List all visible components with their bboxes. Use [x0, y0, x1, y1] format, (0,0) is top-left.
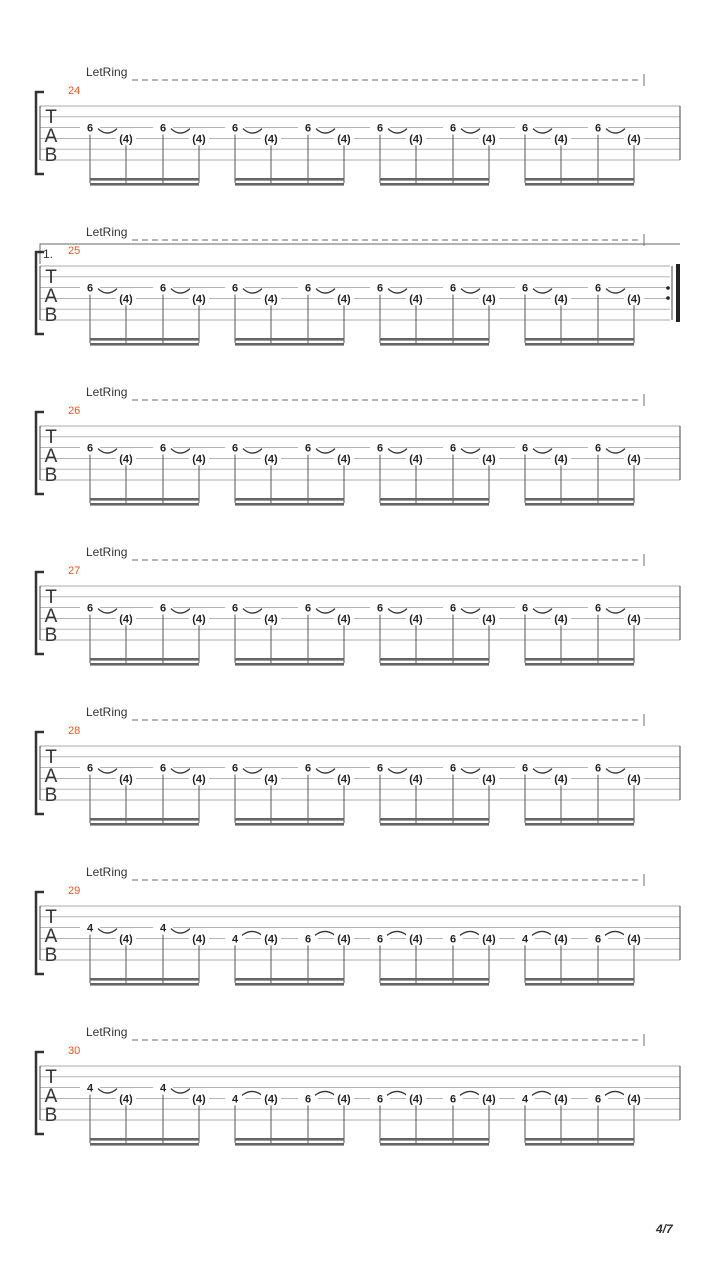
slur-arc	[243, 609, 262, 614]
beam	[235, 1143, 344, 1146]
fret-number: 6	[86, 282, 94, 295]
fret-number: 4	[231, 933, 239, 946]
beam	[525, 983, 634, 986]
tab-clef-letter: T	[45, 267, 57, 288]
slur-arc	[98, 929, 117, 934]
beam	[525, 498, 634, 501]
fret-number: 6	[594, 122, 602, 135]
system-25	[36, 225, 680, 346]
fret-number: (4)	[337, 933, 351, 946]
slur-arc	[316, 289, 335, 294]
slur-arc	[388, 289, 407, 294]
fret-number: 6	[231, 282, 239, 295]
fret-number: 6	[159, 442, 167, 455]
beam	[235, 978, 344, 981]
fret-number: (4)	[192, 773, 206, 786]
beam	[525, 663, 634, 666]
fret-number: (4)	[482, 293, 496, 306]
fret-number: (4)	[337, 293, 351, 306]
beam	[525, 343, 634, 346]
fret-number: (4)	[482, 773, 496, 786]
tab-clef-letter: B	[44, 145, 58, 166]
fret-number: 4	[86, 1082, 94, 1095]
tab-clef-letter: A	[44, 286, 58, 307]
slur-arc	[606, 289, 625, 294]
slur-arc	[171, 929, 190, 934]
tab-clef-letter: B	[44, 305, 58, 326]
beam	[525, 183, 634, 186]
fret-number: (4)	[264, 453, 278, 466]
beam	[525, 818, 634, 821]
repeat-dot	[666, 296, 670, 300]
fret-number: 6	[304, 762, 312, 775]
fret-number: 4	[86, 922, 94, 935]
fret-number: 6	[304, 122, 312, 135]
volta-label: 1.	[43, 247, 54, 261]
fret-number: 6	[594, 442, 602, 455]
slur-arc	[388, 449, 407, 454]
slur-arc	[461, 449, 480, 454]
beam	[90, 983, 199, 986]
fret-number: 6	[86, 602, 94, 615]
slur-arc	[461, 129, 480, 134]
fret-number: (4)	[119, 933, 133, 946]
beam	[525, 658, 634, 661]
measure-number: 24	[68, 85, 81, 97]
slur-arc	[98, 1089, 117, 1094]
beam	[380, 823, 489, 826]
beam	[235, 183, 344, 186]
fret-number: 6	[376, 762, 384, 775]
fret-number: 6	[231, 602, 239, 615]
beam	[90, 183, 199, 186]
beam	[90, 503, 199, 506]
beam	[525, 823, 634, 826]
fret-number: 6	[449, 442, 457, 455]
slur-arc	[98, 129, 117, 134]
measure-number: 25	[68, 245, 81, 257]
fret-number: (4)	[627, 613, 641, 626]
fret-number: 6	[521, 442, 529, 455]
beam	[380, 983, 489, 986]
fret-number: (4)	[264, 613, 278, 626]
fret-number: (4)	[627, 293, 641, 306]
tab-clef-letter: A	[44, 926, 58, 947]
let-ring-label: LetRing	[86, 705, 128, 719]
beam	[235, 663, 344, 666]
fret-number: 6	[449, 282, 457, 295]
fret-number: (4)	[192, 133, 206, 146]
fret-number: 4	[159, 1082, 167, 1095]
fret-number: (4)	[554, 773, 568, 786]
beam	[380, 1143, 489, 1146]
let-ring-label: LetRing	[86, 1025, 128, 1039]
beam	[380, 1138, 489, 1141]
slur-arc	[243, 449, 262, 454]
slur-arc	[171, 449, 190, 454]
fret-number: (4)	[554, 1093, 568, 1106]
fret-number: (4)	[337, 453, 351, 466]
fret-number: (4)	[409, 453, 423, 466]
slur-arc	[388, 609, 407, 614]
fret-number: (4)	[627, 453, 641, 466]
fret-number: 6	[449, 122, 457, 135]
beam	[380, 663, 489, 666]
beam	[235, 818, 344, 821]
fret-number: (4)	[192, 293, 206, 306]
system-28	[36, 705, 680, 826]
fret-number: 6	[594, 602, 602, 615]
beam	[380, 338, 489, 341]
fret-number: (4)	[119, 613, 133, 626]
fret-number: (4)	[409, 133, 423, 146]
fret-number: 6	[376, 602, 384, 615]
slur-arc	[243, 129, 262, 134]
fret-number: (4)	[264, 293, 278, 306]
fret-number: (4)	[192, 1093, 206, 1106]
beam	[90, 343, 199, 346]
beam	[525, 338, 634, 341]
beam	[380, 498, 489, 501]
fret-number: (4)	[482, 1093, 496, 1106]
slur-arc	[316, 609, 335, 614]
system-30	[36, 1025, 680, 1146]
beam	[380, 658, 489, 661]
fret-number: 6	[594, 762, 602, 775]
fret-number: (4)	[264, 133, 278, 146]
slur-arc	[606, 769, 625, 774]
fret-number: (4)	[119, 773, 133, 786]
slur-arc	[171, 769, 190, 774]
tab-clef-letter: A	[44, 606, 58, 627]
beam	[380, 183, 489, 186]
system-24	[36, 65, 680, 186]
volta-bracket	[40, 244, 680, 264]
tab-clef-letter: T	[45, 907, 57, 928]
fret-number: 6	[304, 602, 312, 615]
slur-arc	[98, 609, 117, 614]
measure-number: 27	[68, 565, 81, 577]
beam	[235, 658, 344, 661]
fret-number: 6	[376, 442, 384, 455]
slur-arc	[388, 129, 407, 134]
slur-arc	[461, 769, 480, 774]
slur-arc	[461, 609, 480, 614]
beam	[90, 823, 199, 826]
measure-number: 29	[68, 885, 81, 897]
fret-number: (4)	[482, 133, 496, 146]
tab-clef-letter: A	[44, 126, 58, 147]
slur-arc	[98, 289, 117, 294]
let-ring-label: LetRing	[86, 865, 128, 879]
tab-clef-letter: B	[44, 625, 58, 646]
fret-number: (4)	[554, 613, 568, 626]
fret-number: (4)	[554, 453, 568, 466]
fret-number: 6	[231, 122, 239, 135]
slur-arc	[606, 129, 625, 134]
tab-clef-letter: B	[44, 465, 58, 486]
fret-number: (4)	[119, 293, 133, 306]
system-29	[36, 865, 680, 986]
fret-number: 4	[231, 1093, 239, 1106]
slur-arc	[316, 769, 335, 774]
repeat-dot	[666, 286, 670, 290]
let-ring-label: LetRing	[86, 225, 128, 239]
slur-arc	[98, 769, 117, 774]
fret-number: (4)	[192, 453, 206, 466]
beam	[380, 503, 489, 506]
beam	[90, 338, 199, 341]
slur-arc	[171, 609, 190, 614]
beam	[90, 498, 199, 501]
beam	[90, 978, 199, 981]
fret-number: 6	[521, 602, 529, 615]
fret-number: (4)	[482, 933, 496, 946]
fret-number: 6	[159, 122, 167, 135]
fret-number: (4)	[409, 613, 423, 626]
fret-number: (4)	[627, 133, 641, 146]
tab-clef-letter: A	[44, 446, 58, 467]
fret-number: (4)	[627, 933, 641, 946]
tab-clef-letter: B	[44, 785, 58, 806]
beam	[380, 978, 489, 981]
measure-number: 30	[68, 1045, 81, 1057]
beam	[525, 1143, 634, 1146]
beam	[525, 1138, 634, 1141]
tab-clef-letter: A	[44, 766, 58, 787]
tab-clef-letter: B	[44, 945, 58, 966]
tab-clef-letter: T	[45, 1067, 57, 1088]
slur-arc	[533, 769, 552, 774]
beam	[235, 983, 344, 986]
fret-number: 6	[376, 1093, 384, 1106]
fret-number: (4)	[119, 133, 133, 146]
let-ring-label: LetRing	[86, 545, 128, 559]
fret-number: (4)	[264, 773, 278, 786]
slur-arc	[533, 449, 552, 454]
fret-number: 6	[449, 933, 457, 946]
fret-number: (4)	[337, 1093, 351, 1106]
beam	[235, 178, 344, 181]
slur-arc	[533, 289, 552, 294]
slur-arc	[243, 769, 262, 774]
slur-arc	[388, 769, 407, 774]
fret-number: (4)	[482, 453, 496, 466]
fret-number: 6	[521, 122, 529, 135]
beam	[235, 1138, 344, 1141]
fret-number: 6	[449, 602, 457, 615]
fret-number: 6	[86, 122, 94, 135]
slur-arc	[606, 609, 625, 614]
fret-number: (4)	[554, 933, 568, 946]
slur-arc	[171, 129, 190, 134]
beam	[235, 338, 344, 341]
fret-number: 6	[304, 933, 312, 946]
beam	[90, 178, 199, 181]
fret-number: 6	[449, 762, 457, 775]
fret-number: (4)	[627, 1093, 641, 1106]
fret-number: 6	[159, 762, 167, 775]
fret-number: (4)	[337, 613, 351, 626]
beam	[525, 503, 634, 506]
fret-number: 6	[86, 442, 94, 455]
measure-number: 26	[68, 405, 81, 417]
fret-number: 6	[231, 762, 239, 775]
fret-number: (4)	[337, 773, 351, 786]
tab-clef-letter: T	[45, 747, 57, 768]
tab-clef-letter: T	[45, 587, 57, 608]
beam	[235, 503, 344, 506]
beam	[235, 823, 344, 826]
fret-number: 6	[594, 1093, 602, 1106]
beam	[525, 178, 634, 181]
fret-number: 6	[449, 1093, 457, 1106]
slur-arc	[533, 609, 552, 614]
beam	[90, 663, 199, 666]
fret-number: (4)	[264, 933, 278, 946]
fret-number: (4)	[627, 773, 641, 786]
beam	[235, 498, 344, 501]
beam	[90, 1143, 199, 1146]
beam	[525, 978, 634, 981]
let-ring-label: LetRing	[86, 385, 128, 399]
fret-number: 6	[304, 1093, 312, 1106]
fret-number: (4)	[409, 293, 423, 306]
fret-number: 6	[376, 122, 384, 135]
system-26	[36, 385, 680, 506]
slur-arc	[171, 289, 190, 294]
fret-number: (4)	[119, 453, 133, 466]
fret-number: (4)	[409, 933, 423, 946]
measure-number: 28	[68, 725, 81, 737]
fret-number: (4)	[264, 1093, 278, 1106]
beam	[380, 818, 489, 821]
fret-number: 4	[521, 933, 529, 946]
fret-number: (4)	[119, 1093, 133, 1106]
slur-arc	[606, 449, 625, 454]
slur-arc	[98, 449, 117, 454]
fret-number: (4)	[409, 773, 423, 786]
fret-number: 4	[159, 922, 167, 935]
let-ring-label: LetRing	[86, 65, 128, 79]
fret-number: 6	[376, 282, 384, 295]
system-27	[36, 545, 680, 666]
slur-arc	[316, 449, 335, 454]
fret-number: 6	[521, 762, 529, 775]
fret-number: 6	[159, 282, 167, 295]
fret-number: 6	[304, 282, 312, 295]
slur-arc	[243, 289, 262, 294]
slur-arc	[461, 289, 480, 294]
fret-number: 6	[376, 933, 384, 946]
fret-number: 6	[231, 442, 239, 455]
fret-number: (4)	[409, 1093, 423, 1106]
fret-number: (4)	[192, 933, 206, 946]
beam	[380, 343, 489, 346]
tab-clef-letter: B	[44, 1105, 58, 1126]
beam	[90, 658, 199, 661]
fret-number: 6	[594, 933, 602, 946]
fret-number: (4)	[482, 613, 496, 626]
fret-number: (4)	[554, 133, 568, 146]
slur-arc	[171, 1089, 190, 1094]
tab-clef-letter: A	[44, 1086, 58, 1107]
fret-number: 6	[304, 442, 312, 455]
beam	[90, 1138, 199, 1141]
page-number: 4/7	[656, 1222, 673, 1236]
fret-number: 6	[594, 282, 602, 295]
beam	[380, 178, 489, 181]
tab-clef-letter: T	[45, 427, 57, 448]
fret-number: 6	[159, 602, 167, 615]
fret-number: 6	[521, 282, 529, 295]
fret-number: 4	[521, 1093, 529, 1106]
fret-number: (4)	[554, 293, 568, 306]
slur-arc	[533, 129, 552, 134]
fret-number: (4)	[337, 133, 351, 146]
beam	[235, 343, 344, 346]
fret-number: 6	[86, 762, 94, 775]
fret-number: (4)	[192, 613, 206, 626]
tab-clef-letter: T	[45, 107, 57, 128]
beam	[90, 818, 199, 821]
slur-arc	[316, 129, 335, 134]
